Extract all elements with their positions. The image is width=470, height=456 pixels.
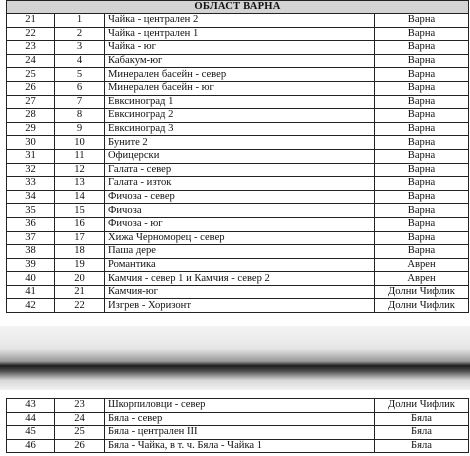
beach-table-top — [6, 0, 469, 313]
table-row — [7, 14, 469, 28]
municipality-cell: Варна — [375, 68, 469, 82]
row-index-cell: 9 — [55, 122, 105, 136]
municipality-cell: Варна — [375, 204, 469, 218]
table-row — [7, 231, 469, 245]
municipality-cell: Варна — [375, 27, 469, 41]
table-body-bottom — [7, 399, 469, 453]
municipality-cell: Варна — [375, 163, 469, 177]
table-row — [7, 245, 469, 259]
row-index-cell: 4 — [55, 54, 105, 68]
beach-name-cell: Галата - изток — [105, 177, 375, 191]
row-index-cell: 1 — [55, 14, 105, 28]
row-index-cell: 22 — [55, 299, 105, 313]
beach-name-cell: Изгрев - Хоризонт — [105, 299, 375, 313]
row-index-cell: 24 — [55, 412, 105, 426]
table-row — [7, 204, 469, 218]
municipality-cell: Варна — [375, 231, 469, 245]
table-row — [7, 149, 469, 163]
row-index-cell: 23 — [55, 399, 105, 413]
beach-name-cell: Евксиноград 3 — [105, 122, 375, 136]
document-page-bottom — [0, 392, 470, 456]
row-index-cell: 19 — [55, 258, 105, 272]
beach-name-cell: Паша дере — [105, 245, 375, 259]
table-row — [7, 399, 469, 413]
municipality-cell: Варна — [375, 14, 469, 28]
row-index-cell: 7 — [55, 95, 105, 109]
row-index-cell: 12 — [55, 163, 105, 177]
row-number-cell: 22 — [7, 27, 55, 41]
municipality-cell: Варна — [375, 41, 469, 55]
beach-name-cell: Галата - север — [105, 163, 375, 177]
row-index-cell: 6 — [55, 81, 105, 95]
row-index-cell: 5 — [55, 68, 105, 82]
beach-name-cell: Евксиноград 2 — [105, 109, 375, 123]
row-number-cell: 40 — [7, 272, 55, 286]
row-index-cell: 21 — [55, 285, 105, 299]
table-body-top — [7, 14, 469, 313]
beach-name-cell: Камчия - север 1 и Камчия - север 2 — [105, 272, 375, 286]
row-index-cell: 26 — [55, 439, 105, 453]
row-number-cell: 45 — [7, 426, 55, 440]
beach-name-cell: Евксиноград 1 — [105, 95, 375, 109]
row-number-cell: 37 — [7, 231, 55, 245]
municipality-cell: Бяла — [375, 412, 469, 426]
table-row — [7, 122, 469, 136]
table-row — [7, 54, 469, 68]
table-row — [7, 439, 469, 453]
table-row — [7, 217, 469, 231]
row-number-cell: 28 — [7, 109, 55, 123]
row-number-cell: 26 — [7, 81, 55, 95]
row-number-cell: 46 — [7, 439, 55, 453]
beach-name-cell: Бяла - централен III — [105, 426, 375, 440]
row-index-cell: 11 — [55, 149, 105, 163]
row-number-cell: 39 — [7, 258, 55, 272]
row-number-cell: 35 — [7, 204, 55, 218]
row-index-cell: 20 — [55, 272, 105, 286]
beach-name-cell: Минерален басейн - юг — [105, 81, 375, 95]
row-index-cell: 17 — [55, 231, 105, 245]
row-number-cell: 38 — [7, 245, 55, 259]
row-number-cell: 25 — [7, 68, 55, 82]
section-title: ОБЛАСТ ВАРНА — [7, 1, 469, 14]
beach-name-cell: Чайка - централен 1 — [105, 27, 375, 41]
table-row — [7, 109, 469, 123]
section-header-row — [7, 1, 469, 14]
beach-name-cell: Бяла - север — [105, 412, 375, 426]
table-row — [7, 177, 469, 191]
row-number-cell: 41 — [7, 285, 55, 299]
municipality-cell: Варна — [375, 245, 469, 259]
row-number-cell: 21 — [7, 14, 55, 28]
table-row — [7, 68, 469, 82]
municipality-cell: Бяла — [375, 426, 469, 440]
beach-name-cell: Бяла - Чайка, в т. ч. Бяла - Чайка 1 — [105, 439, 375, 453]
row-number-cell: 43 — [7, 399, 55, 413]
beach-name-cell: Фичоза - юг — [105, 217, 375, 231]
table-row — [7, 190, 469, 204]
row-index-cell: 8 — [55, 109, 105, 123]
row-index-cell: 25 — [55, 426, 105, 440]
row-index-cell: 15 — [55, 204, 105, 218]
row-number-cell: 36 — [7, 217, 55, 231]
beach-table-bottom — [6, 398, 469, 453]
municipality-cell: Долни Чифлик — [375, 299, 469, 313]
beach-name-cell: Чайка - юг — [105, 41, 375, 55]
municipality-cell: Варна — [375, 95, 469, 109]
municipality-cell: Варна — [375, 109, 469, 123]
beach-name-cell: Кабакум-юг — [105, 54, 375, 68]
table-row — [7, 81, 469, 95]
municipality-cell: Аврен — [375, 258, 469, 272]
row-number-cell: 42 — [7, 299, 55, 313]
municipality-cell: Варна — [375, 149, 469, 163]
table-row — [7, 163, 469, 177]
row-number-cell: 27 — [7, 95, 55, 109]
row-number-cell: 30 — [7, 136, 55, 150]
table-row — [7, 285, 469, 299]
beach-name-cell: Фичоза — [105, 204, 375, 218]
table-row — [7, 41, 469, 55]
municipality-cell: Варна — [375, 177, 469, 191]
municipality-cell: Долни Чифлик — [375, 285, 469, 299]
municipality-cell: Варна — [375, 122, 469, 136]
beach-name-cell: Романтика — [105, 258, 375, 272]
row-number-cell: 23 — [7, 41, 55, 55]
beach-name-cell: Камчия-юг — [105, 285, 375, 299]
page-gap-shadow — [0, 326, 470, 390]
row-index-cell: 13 — [55, 177, 105, 191]
municipality-cell: Варна — [375, 81, 469, 95]
row-number-cell: 32 — [7, 163, 55, 177]
beach-name-cell: Хижа Черноморец - север — [105, 231, 375, 245]
table-row — [7, 272, 469, 286]
municipality-cell: Варна — [375, 136, 469, 150]
row-number-cell: 31 — [7, 149, 55, 163]
beach-name-cell: Офицерски — [105, 149, 375, 163]
row-number-cell: 44 — [7, 412, 55, 426]
municipality-cell: Варна — [375, 190, 469, 204]
municipality-cell: Аврен — [375, 272, 469, 286]
row-number-cell: 34 — [7, 190, 55, 204]
beach-name-cell: Буните 2 — [105, 136, 375, 150]
table-row — [7, 95, 469, 109]
row-number-cell: 24 — [7, 54, 55, 68]
municipality-cell: Долни Чифлик — [375, 399, 469, 413]
beach-name-cell: Фичоза - север — [105, 190, 375, 204]
municipality-cell: Варна — [375, 217, 469, 231]
beach-name-cell: Шкорпиловци - север — [105, 399, 375, 413]
table-row — [7, 258, 469, 272]
row-index-cell: 3 — [55, 41, 105, 55]
row-index-cell: 10 — [55, 136, 105, 150]
row-index-cell: 18 — [55, 245, 105, 259]
table-row — [7, 426, 469, 440]
beach-name-cell: Минерален басейн - север — [105, 68, 375, 82]
municipality-cell: Варна — [375, 54, 469, 68]
beach-name-cell: Чайка - централен 2 — [105, 14, 375, 28]
table-row — [7, 412, 469, 426]
row-index-cell: 16 — [55, 217, 105, 231]
row-index-cell: 2 — [55, 27, 105, 41]
municipality-cell: Бяла — [375, 439, 469, 453]
row-number-cell: 29 — [7, 122, 55, 136]
row-number-cell: 33 — [7, 177, 55, 191]
table-row — [7, 136, 469, 150]
table-row — [7, 27, 469, 41]
table-row — [7, 299, 469, 313]
row-index-cell: 14 — [55, 190, 105, 204]
